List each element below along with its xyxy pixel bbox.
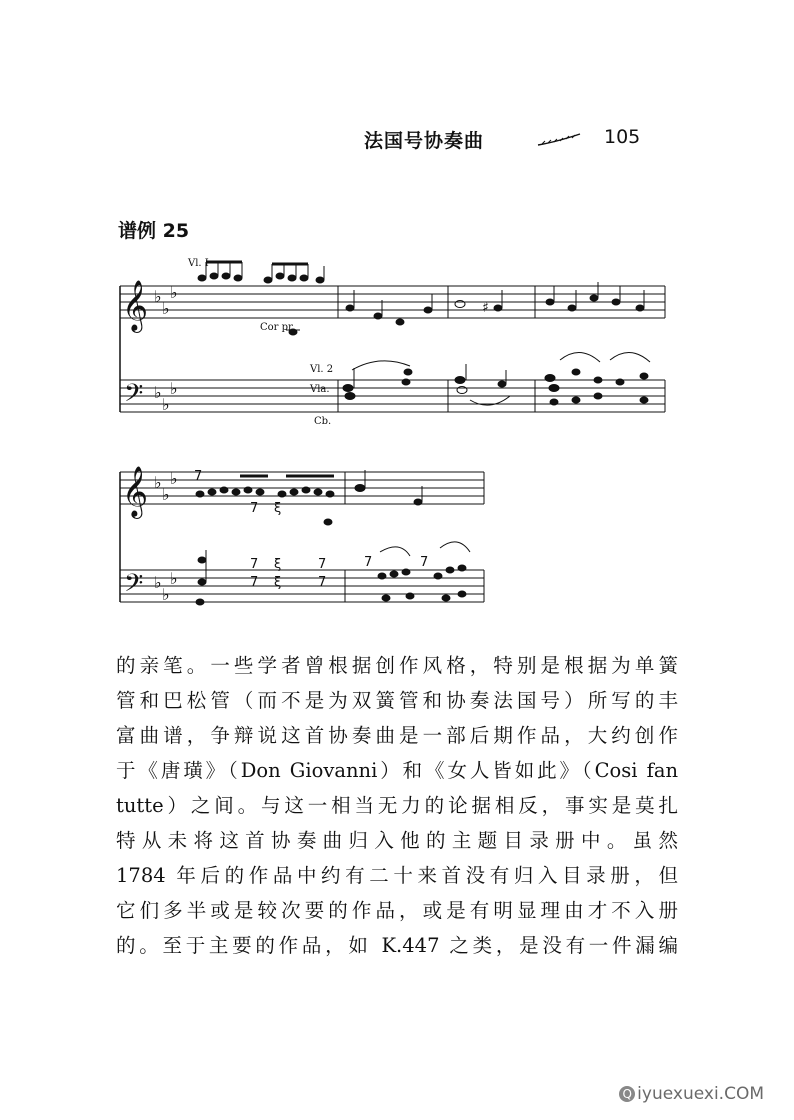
svg-text:♭: ♭ (154, 383, 162, 402)
svg-text:♭: ♭ (154, 287, 162, 306)
running-header (0, 126, 794, 156)
svg-text:ξ: ξ (274, 501, 282, 516)
text-line: 它们多半或是较次要的作品，或是有明显理由才不入册 (116, 899, 678, 922)
svg-text:7: 7 (420, 555, 429, 570)
label-viola: Vla. (310, 384, 330, 395)
page-number: 105 (604, 126, 641, 148)
bass-clef-icon: 𝄢 (124, 379, 144, 414)
svg-text:♭: ♭ (170, 469, 178, 488)
text-line: 的亲笔。一些学者曾根据创作风格，特别是根据为单簧 (116, 654, 678, 677)
svg-text:♭: ♭ (162, 485, 170, 504)
svg-text:ξ: ξ (274, 575, 282, 590)
treble-clef-icon: 𝄞 (122, 466, 149, 517)
running-header-title: 法国号协奏曲 (364, 130, 485, 152)
svg-text:7: 7 (318, 557, 327, 572)
text-line: 特从未将这首协奏曲归入他的主题目录册中。虽然 (116, 829, 678, 852)
svg-text:♭: ♭ (170, 283, 178, 302)
bass-clef-icon: 𝄢 (124, 569, 144, 604)
staff-bass-1 (120, 380, 665, 412)
watermark-logo-icon: Q (619, 1086, 635, 1102)
text-line: 于《唐璜》（Don Giovanni）和《女人皆如此》（Cosi fan (116, 759, 678, 782)
svg-text:7: 7 (318, 575, 327, 590)
svg-text:ξ: ξ (274, 557, 282, 572)
text-line: 1784 年后的作品中约有二十来首没有归入目录册，但 (116, 864, 678, 887)
svg-text:7: 7 (364, 555, 373, 570)
staff-treble-1 (120, 286, 665, 318)
svg-text:♭: ♭ (154, 573, 162, 592)
svg-text:7: 7 (194, 469, 203, 484)
treble-clef-icon: 𝄞 (122, 280, 149, 331)
label-horn: Cor pr (260, 322, 293, 333)
svg-text:♭: ♭ (162, 299, 170, 318)
watermark-text: iyuexuexi.COM (637, 1084, 764, 1104)
label-violin1: Vl. I (188, 258, 209, 269)
body-text (116, 648, 678, 963)
text-line: 富曲谱，争辩说这首协奏曲是一部后期作品，大约创作 (116, 724, 678, 747)
text-line: tutte）之间。与这一相当无力的论据相反，事实是莫扎 (116, 794, 678, 817)
label-contrabass: Cb. (314, 416, 332, 427)
svg-text:♭: ♭ (170, 379, 178, 398)
text-line: 管和巴松管（而不是为双簧管和协奏法国号）所写的丰 (116, 689, 678, 712)
svg-text:♭: ♭ (154, 473, 162, 492)
svg-text:♭: ♭ (162, 395, 170, 414)
example-label: 谱例 25 (118, 220, 190, 242)
svg-text:7: 7 (250, 575, 259, 590)
ornament-icon (536, 132, 582, 148)
watermark (619, 1084, 764, 1104)
text-line: 的。至于主要的作品，如 K.447 之类，是没有一件漏编 (116, 934, 678, 957)
svg-text:7: 7 (250, 501, 259, 516)
svg-text:♭: ♭ (162, 585, 170, 604)
music-score (110, 250, 670, 620)
svg-text:♯: ♯ (482, 300, 489, 316)
label-violin2: Vl. 2 (310, 364, 334, 375)
svg-text:♭: ♭ (170, 569, 178, 588)
svg-text:7: 7 (250, 557, 259, 572)
